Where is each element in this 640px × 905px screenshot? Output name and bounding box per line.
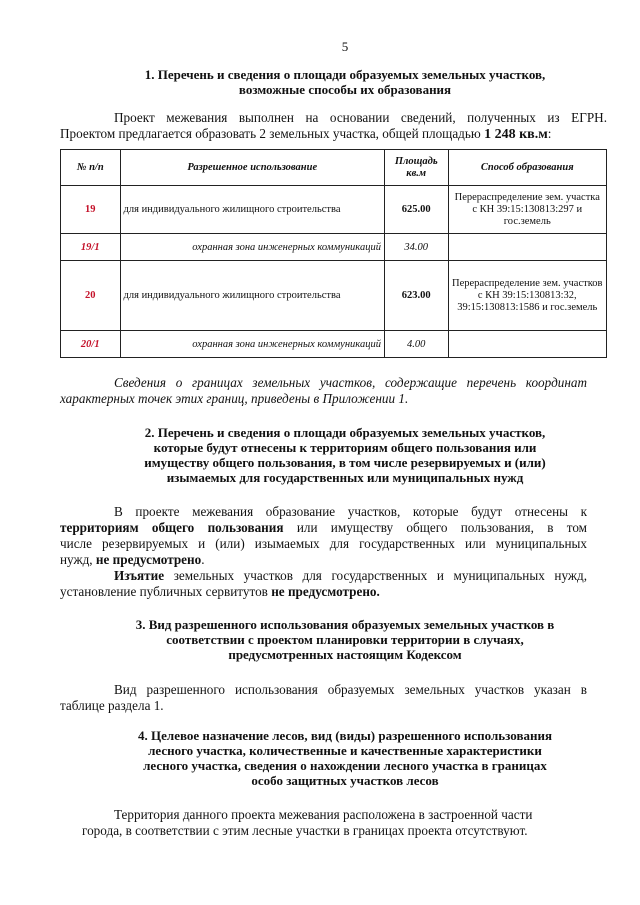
coordinates-note — [60, 375, 587, 407]
section1-para-line1: Проект межевания выполнен на основании сведений, полученных из ЕГРН. — [114, 110, 607, 125]
row-area: 623.00 — [384, 261, 448, 331]
s2-line1: В проекте межевания образование участков, которые будут отнесены к — [114, 504, 587, 519]
s2-bold-status: не предусмотрено. — [271, 584, 380, 599]
s2-text: установление публичных сервитутов — [60, 584, 268, 599]
s2-text: нужд, — [60, 552, 93, 567]
section2-heading-line3: имуществу общего пользования, в том числе резервируемых и (или) — [144, 455, 546, 470]
section2-heading-line4: изымаемых для государственных или муниципальных нужд — [166, 470, 524, 485]
row-use: для индивидуального жилищного строительства — [120, 261, 384, 331]
row-use: охранная зона инженерных коммуникаций — [120, 331, 384, 358]
section2-heading-line1: 2. Перечень и сведения о площади образуемых земельных участков, — [144, 425, 546, 440]
section4-paragraph — [60, 807, 587, 839]
s4-line1: Территория данного проекта межевания расположена в застроенной части — [114, 807, 533, 822]
section3-heading — [110, 617, 580, 662]
table-row — [61, 331, 607, 358]
header-area: Площадь кв.м — [384, 150, 448, 186]
s2-bold-status: не предусмотрено — [95, 552, 202, 567]
s2-line4 — [60, 552, 587, 568]
note-line1: Сведения о границах земельных участков, содержащие перечень координат — [114, 375, 587, 390]
section1-heading — [110, 67, 580, 97]
header-use: Разрешенное использование — [120, 150, 384, 186]
parcels-table — [60, 149, 607, 358]
s2-text: земельных участков для государственных и муниципальных нужд, — [173, 568, 587, 583]
row-use: для индивидуального жилищного строительства — [120, 186, 384, 234]
note-line2: характерных точек этих границ, приведены в Приложении 1. — [60, 391, 409, 406]
section4-heading-line2: лесного участка, количественные и качественные характеристики — [148, 743, 542, 758]
section1-heading-line1: 1. Перечень и сведения о площади образуемых земельных участков, — [144, 67, 546, 82]
section2-heading — [110, 425, 580, 485]
row-num: 19/1 — [61, 234, 121, 261]
section4-heading-line3: лесного участка, сведения о нахождении лесного участка в границах — [143, 758, 547, 773]
section1-heading-line2: возможные способы их образования — [238, 82, 452, 97]
row-num: 20 — [61, 261, 121, 331]
row-area: 625.00 — [384, 186, 448, 234]
s2-period: . — [201, 552, 205, 567]
s2-line2 — [60, 520, 587, 536]
s2-text: или имуществу общего пользования, в том — [296, 520, 588, 535]
row-method: Перераспределение зем. участков с КН 39:15:130813:32, 39:15:130813:1586 и гос.земель — [448, 261, 606, 331]
section3-paragraph — [60, 682, 587, 714]
section4-heading-line4: особо защитных участков лесов — [251, 773, 439, 788]
section4-heading — [110, 728, 580, 788]
total-area: 1 248 кв.м — [484, 127, 548, 142]
section1-paragraph — [60, 110, 607, 143]
section1-para-line2 — [60, 126, 607, 143]
para-text: Проектом предлагается образовать 2 земельных участка, общей площадью — [60, 126, 481, 141]
s2-bold-term: Изъятие — [114, 568, 165, 583]
row-num: 19 — [61, 186, 121, 234]
row-num: 20/1 — [61, 331, 121, 358]
row-use: охранная зона инженерных коммуникаций — [120, 234, 384, 261]
table-header-row — [61, 150, 607, 186]
table-row — [61, 186, 607, 234]
section2-paragraph — [60, 504, 587, 600]
s2-bold-term: территориям общего пользования — [60, 520, 284, 535]
section2-heading-line2: которые будут отнесены к территориям общего пользования или — [153, 440, 537, 455]
section3-heading-line3: предусмотренных настоящим Кодексом — [228, 647, 462, 662]
section4-heading-line1: 4. Целевое назначение лесов, вид (виды) разрешенного использования — [138, 728, 552, 743]
row-area: 4.00 — [384, 331, 448, 358]
row-method — [448, 331, 606, 358]
table-row — [61, 261, 607, 331]
s4-line2: города, в соответствии с этим лесные участки в границах проекта отсутствуют. — [82, 823, 528, 838]
para-colon: : — [547, 126, 552, 141]
row-method — [448, 234, 606, 261]
s3-line2: таблице раздела 1. — [60, 698, 164, 713]
header-num: № п/п — [61, 150, 121, 186]
s2-line5 — [60, 568, 587, 584]
section3-heading-line1: 3. Вид разрешенного использования образуемых земельных участков в — [135, 617, 555, 632]
s2-line3: числе резервируемых и (или) изымаемых для государственных или муниципальных — [60, 536, 587, 551]
section3-heading-line2: соответствии с проектом планировки территории в случаях, — [166, 632, 524, 647]
s2-line6 — [60, 584, 587, 600]
row-area: 34.00 — [384, 234, 448, 261]
row-method: Перераспределение зем. участка с КН 39:15:130813:297 и гос.земель — [448, 186, 606, 234]
table-row — [61, 234, 607, 261]
header-method: Способ образования — [448, 150, 606, 186]
s3-line1: Вид разрешенного использования образуемых земельных участков указан в — [114, 682, 587, 697]
page-number: 5 — [341, 39, 349, 54]
